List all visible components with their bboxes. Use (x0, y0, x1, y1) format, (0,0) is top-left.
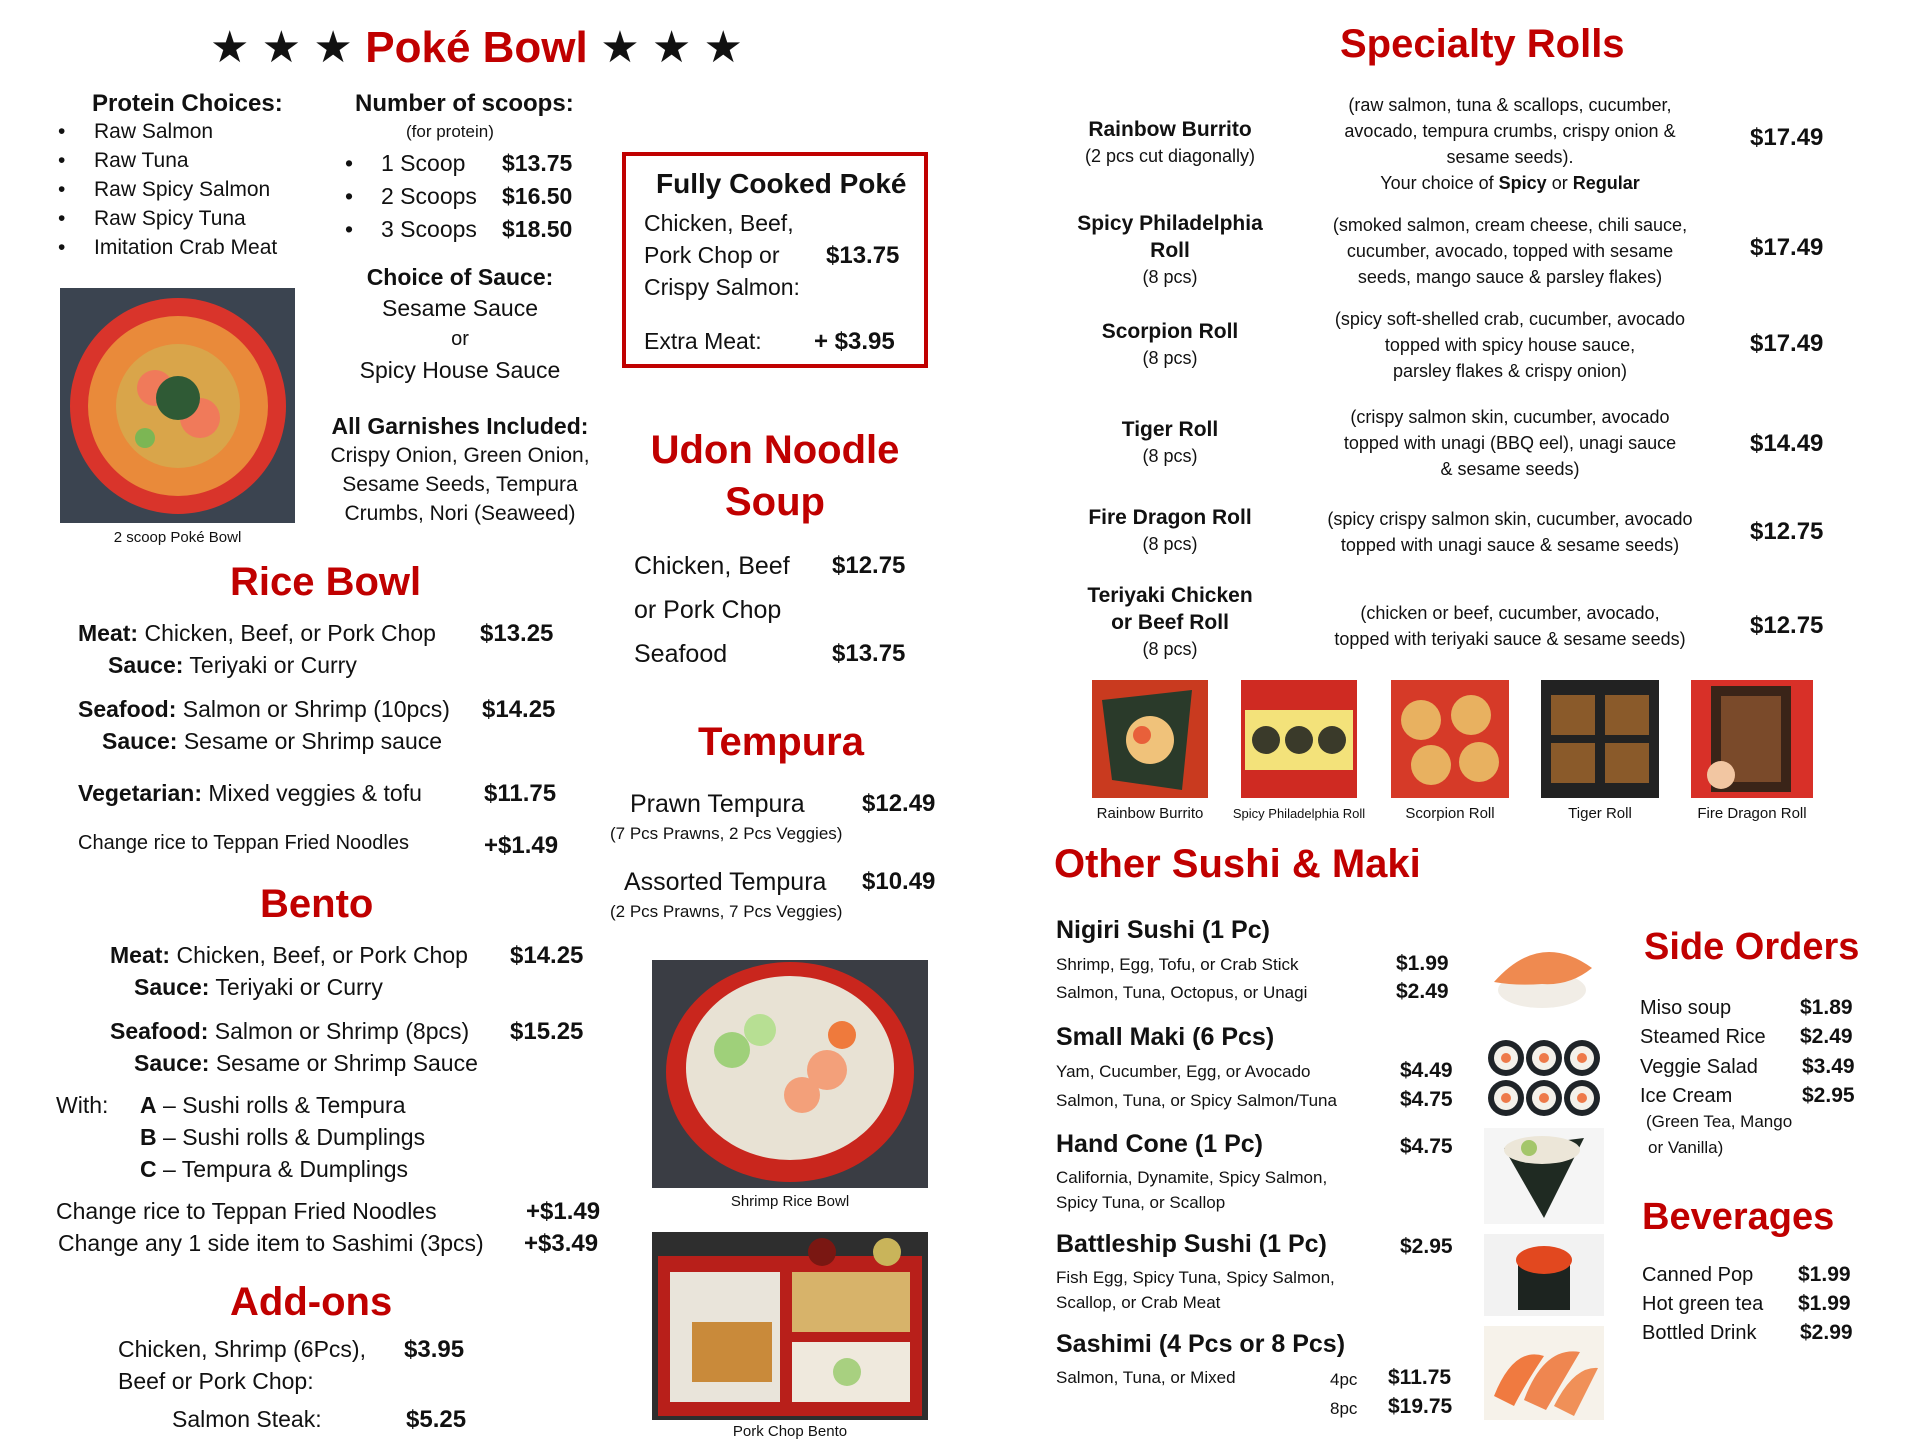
roll-pcs: (2 pcs cut diagonally) (1084, 146, 1256, 166)
battleship-line: Fish Egg, Spicy Tuna, Spicy Salmon, (1056, 1268, 1335, 1287)
rainbow-burrito-photo (1092, 680, 1208, 798)
maki-photo (1484, 1028, 1604, 1128)
bento-meat-price: $14.25 (510, 942, 584, 969)
salmon-steak-label: Salmon Steak: (172, 1406, 322, 1432)
bento-title: Bento (260, 882, 374, 926)
thumb-caption: Fire Dragon Roll (1697, 805, 1807, 822)
poke-title-row (210, 22, 750, 73)
hand-cone-line: California, Dynamite, Spicy Salmon, (1056, 1168, 1328, 1187)
side-item: Miso soup (1640, 997, 1732, 1019)
beverage-price: $1.99 (1798, 1292, 1851, 1315)
roll-pcs: (8 pcs) (1142, 639, 1198, 659)
fully-cooked-line: Pork Chop or (644, 242, 780, 268)
bento-with-label: With: (56, 1092, 109, 1118)
assorted-tempura-note: (2 Pcs Prawns, 7 Pcs Veggies) (610, 902, 843, 921)
pork-chop-bento-photo (652, 1232, 928, 1420)
bento-seafood: Seafood: Salmon or Shrimp (8pcs) (110, 1018, 470, 1044)
sashimi-8pc: 8pc (1330, 1399, 1358, 1418)
assorted-tempura-price: $10.49 (862, 868, 936, 895)
specialty-rolls-title: Specialty Rolls (1340, 22, 1625, 66)
prawn-tempura: Prawn Tempura (630, 790, 805, 818)
rice-meat-sauce: Sauce: Teriyaki or Curry (108, 652, 357, 678)
sashimi-4pc-price: $11.75 (1388, 1366, 1452, 1389)
udon-line: or Pork Chop (634, 596, 782, 624)
sauce-option: Spicy House Sauce (359, 357, 561, 383)
maki-title: Small Maki (6 Pcs) (1056, 1023, 1275, 1051)
rice-seafood-sauce: Sauce: Sesame or Shrimp sauce (102, 728, 443, 754)
bento-meat-sauce: Sauce: Teriyaki or Curry (134, 974, 383, 1000)
udon-title: Udon Noodle Soup (650, 428, 900, 524)
garnish-line: Crispy Onion, Green Onion, (330, 444, 590, 467)
rice-meat: Meat: Chicken, Beef, or Pork Chop (78, 620, 436, 646)
udon-line: Chicken, Beef (634, 552, 790, 580)
roll-name: Roll (1150, 239, 1190, 262)
fully-cooked-title: Fully Cooked Poké (656, 168, 907, 199)
roll-choice: Your choice of Spicy or Regular (1380, 173, 1640, 193)
ice-cream-note: (Green Tea, Mango (1646, 1112, 1793, 1131)
hand-cone-photo (1484, 1128, 1604, 1224)
spicy-philadelphia-photo (1241, 680, 1357, 798)
salmon-steak-price: $5.25 (406, 1406, 467, 1433)
list-item: • Raw Tuna (58, 149, 277, 178)
battleship-title: Battleship Sushi (1 Pc) (1056, 1230, 1327, 1258)
fully-cooked-price: $13.75 (826, 242, 900, 269)
stars-left: ★ ★ ★ (210, 23, 353, 72)
side-item: Veggie Salad (1640, 1056, 1758, 1078)
roll-price: $17.49 (1750, 234, 1824, 261)
nigiri-line: Salmon, Tuna, Octopus, or Unagi (1056, 983, 1308, 1002)
roll-name: or Beef Roll (1111, 611, 1229, 634)
scoops-heading: Number of scoops: (355, 90, 574, 117)
garnish-line: Crumbs, Nori (Seaweed) (344, 502, 576, 525)
rice-change-price: +$1.49 (484, 832, 559, 859)
hand-cone-line: Spicy Tuna, or Scallop (1056, 1193, 1226, 1212)
roll-pcs: (8 pcs) (1142, 348, 1198, 368)
garnish-line: Sesame Seeds, Tempura (342, 473, 578, 496)
roll-price: $17.49 (1750, 330, 1824, 357)
fully-cooked-box (622, 152, 928, 368)
bento-change-noodles-price: +$1.49 (526, 1198, 601, 1225)
side-price: $3.49 (1802, 1055, 1855, 1078)
beverages-title: Beverages (1642, 1196, 1835, 1238)
roll-name: Rainbow Burrito (1088, 118, 1252, 141)
battleship-price: $2.95 (1400, 1235, 1453, 1258)
rice-bowl-title: Rice Bowl (230, 560, 422, 604)
bento-option: A – Sushi rolls & Tempura (140, 1092, 406, 1118)
rice-vegetarian: Vegetarian: Mixed veggies & tofu (78, 780, 422, 806)
side-price: $2.49 (1800, 1025, 1853, 1048)
side-item: Ice Cream (1640, 1085, 1733, 1107)
roll-description: (spicy soft-shelled crab, cucumber, avocado topped with spicy house sauce, parsley flakes & crispy onion) (1334, 309, 1686, 381)
roll-description: (spicy crispy salmon skin, cucumber, avocado topped with unagi sauce & sesame seeds) (1327, 509, 1693, 555)
scoops-note: (for protein) (406, 122, 494, 141)
addons-price: $3.95 (404, 1336, 465, 1363)
rice-seafood: Seafood: Salmon or Shrimp (10pcs) (78, 696, 450, 722)
garnish-block (320, 412, 600, 528)
list-item: • Raw Spicy Tuna (58, 207, 277, 236)
roll-name: Teriyaki Chicken (1087, 584, 1253, 607)
shrimp-photo-caption: Shrimp Rice Bowl (730, 1193, 850, 1210)
fire-dragon-roll-photo (1691, 680, 1813, 798)
rice-seafood-price: $14.25 (482, 696, 556, 723)
thumb-caption: Spicy Philadelphia Roll (1232, 806, 1366, 821)
sauce-or: or (451, 328, 469, 350)
list-item: • Raw Spicy Salmon (58, 178, 277, 207)
sauce-heading: Choice of Sauce: (366, 264, 554, 290)
shrimp-rice-bowl-photo (652, 960, 928, 1188)
roll-name-block (1060, 210, 1280, 291)
nigiri-price: $2.49 (1396, 980, 1449, 1003)
scorpion-roll-photo (1391, 680, 1509, 798)
bento-option: C – Tempura & Dumplings (140, 1156, 409, 1182)
bento-change-noodles: Change rice to Teppan Fried Noodles (56, 1198, 437, 1224)
roll-name: Tiger Roll (1121, 418, 1219, 441)
extra-meat-price: + $3.95 (814, 328, 895, 355)
hand-cone-price: $4.75 (1400, 1135, 1453, 1158)
list-item: • 1 Scoop $13.75 (345, 150, 621, 183)
roll-name: Spicy Philadelphia (1077, 212, 1263, 235)
udon-price: $12.75 (832, 552, 906, 579)
list-item: • Raw Salmon (58, 120, 277, 149)
roll-name-block (1060, 116, 1280, 170)
sashimi-photo (1484, 1326, 1604, 1420)
beverage-item: Hot green tea (1642, 1293, 1764, 1315)
udon-seafood: Seafood (634, 640, 728, 668)
beverage-item: Bottled Drink (1642, 1322, 1757, 1344)
beverage-price: $1.99 (1798, 1263, 1851, 1286)
sashimi-4pc: 4pc (1330, 1370, 1358, 1389)
roll-price: $12.75 (1750, 612, 1824, 639)
rice-veg-price: $11.75 (484, 780, 557, 807)
roll-price: $12.75 (1750, 518, 1824, 545)
addons-line: Chicken, Shrimp (6Pcs), (118, 1336, 366, 1362)
roll-price: $14.49 (1750, 430, 1824, 457)
maki-line: Yam, Cucumber, Egg, or Avocado (1056, 1062, 1311, 1081)
roll-name-block (1060, 318, 1280, 372)
tempura-title: Tempura (698, 720, 864, 764)
bento-seafood-price: $15.25 (510, 1018, 584, 1045)
fully-cooked-line: Crispy Salmon: (644, 274, 800, 300)
roll-name-block (1060, 582, 1280, 663)
bento-seafood-sauce: Sauce: Sesame or Shrimp Sauce (134, 1050, 478, 1076)
bento-meat: Meat: Chicken, Beef, or Pork Chop (110, 942, 468, 968)
beverage-price: $2.99 (1800, 1321, 1853, 1344)
bento-photo-caption: Pork Chop Bento (732, 1423, 848, 1440)
bento-change-sashimi-price: +$3.49 (524, 1230, 599, 1257)
side-price: $1.89 (1800, 996, 1853, 1019)
maki-price: $4.75 (1400, 1088, 1453, 1111)
prawn-tempura-price: $12.49 (862, 790, 936, 817)
prawn-tempura-note: (7 Pcs Prawns, 2 Pcs Veggies) (610, 824, 843, 843)
thumb-caption: Tiger Roll (1568, 805, 1632, 822)
tiger-roll-photo (1541, 680, 1659, 798)
fully-cooked-line: Chicken, Beef, (644, 210, 794, 236)
poke-title: Poké Bowl (365, 23, 588, 72)
other-sushi-title: Other Sushi & Maki (1054, 842, 1421, 886)
battleship-line: Scallop, or Crab Meat (1056, 1293, 1221, 1312)
addons-title: Add-ons (230, 1280, 393, 1324)
thumb-caption: Scorpion Roll (1405, 805, 1495, 822)
rice-meat-price: $13.25 (480, 620, 554, 647)
sashimi-8pc-price: $19.75 (1388, 1395, 1453, 1418)
list-item: • 3 Scoops $18.50 (345, 216, 621, 249)
roll-name-block (1060, 416, 1280, 470)
roll-pcs: (8 pcs) (1142, 534, 1198, 554)
poke-photo-caption: 2 scoop Poké Bowl (113, 529, 242, 546)
bento-option: B – Sushi rolls & Dumplings (140, 1124, 426, 1150)
stars-right: ★ ★ ★ (600, 23, 743, 72)
poke-bowl-photo (60, 288, 295, 523)
addons-line: Beef or Pork Chop: (118, 1368, 314, 1394)
roll-description: (raw salmon, tuna & scallops, cucumber, avocado, tempura crumbs, crispy onion & sesame seeds). Your choice of Spicy or Regular (1300, 92, 1720, 196)
scoops-list (345, 150, 621, 249)
roll-description: (crispy salmon skin, cucumber, avocado topped with unagi (BBQ eel), unagi sauce & sesame seeds) (1343, 407, 1677, 479)
maki-price: $4.49 (1400, 1059, 1453, 1082)
beverage-item: Canned Pop (1642, 1264, 1754, 1286)
sauce-option: Sesame Sauce (382, 295, 538, 321)
sashimi-title: Sashimi (4 Pcs or 8 Pcs) (1056, 1330, 1346, 1358)
protein-list (58, 120, 277, 265)
thumb-caption: Rainbow Burrito (1096, 805, 1204, 822)
sashimi-line: Salmon, Tuna, or Mixed (1056, 1368, 1236, 1387)
side-orders-title: Side Orders (1644, 926, 1860, 968)
side-price: $2.95 (1802, 1084, 1855, 1107)
side-item: Steamed Rice (1640, 1026, 1766, 1048)
bento-change-sashimi: Change any 1 side item to Sashimi (3pcs) (58, 1230, 484, 1256)
roll-name: Scorpion Roll (1101, 320, 1239, 343)
roll-name: Fire Dragon Roll (1088, 506, 1252, 529)
roll-pcs: (8 pcs) (1142, 267, 1198, 287)
udon-seafood-price: $13.75 (832, 640, 906, 667)
roll-price: $17.49 (1750, 124, 1824, 151)
nigiri-line: Shrimp, Egg, Tofu, or Crab Stick (1056, 955, 1299, 974)
protein-heading: Protein Choices: (92, 90, 283, 117)
ice-cream-note: or Vanilla) (1648, 1138, 1724, 1157)
roll-description: (chicken or beef, cucumber, avocado, topped with teriyaki sauce & sesame seeds) (1334, 603, 1686, 649)
roll-name-block (1060, 504, 1280, 558)
roll-description: (smoked salmon, cream cheese, chili sauce, cucumber, avocado, topped with sesame seeds, mango sauce & parsley flakes) (1332, 215, 1688, 287)
assorted-tempura: Assorted Tempura (624, 868, 827, 896)
garnish-heading: All Garnishes Included: (331, 413, 589, 439)
sauce-block (330, 262, 590, 386)
roll-pcs: (8 pcs) (1142, 446, 1198, 466)
nigiri-title: Nigiri Sushi (1 Pc) (1056, 916, 1270, 944)
list-item: • Imitation Crab Meat (58, 236, 277, 265)
extra-meat-label: Extra Meat: (644, 328, 762, 354)
rice-change: Change rice to Teppan Fried Noodles (78, 832, 409, 854)
hand-cone-title: Hand Cone (1 Pc) (1056, 1130, 1263, 1158)
nigiri-price: $1.99 (1396, 952, 1449, 975)
maki-line: Salmon, Tuna, or Spicy Salmon/Tuna (1056, 1091, 1337, 1110)
list-item: • 2 Scoops $16.50 (345, 183, 621, 216)
nigiri-photo (1480, 920, 1604, 1020)
battleship-photo (1484, 1234, 1604, 1316)
